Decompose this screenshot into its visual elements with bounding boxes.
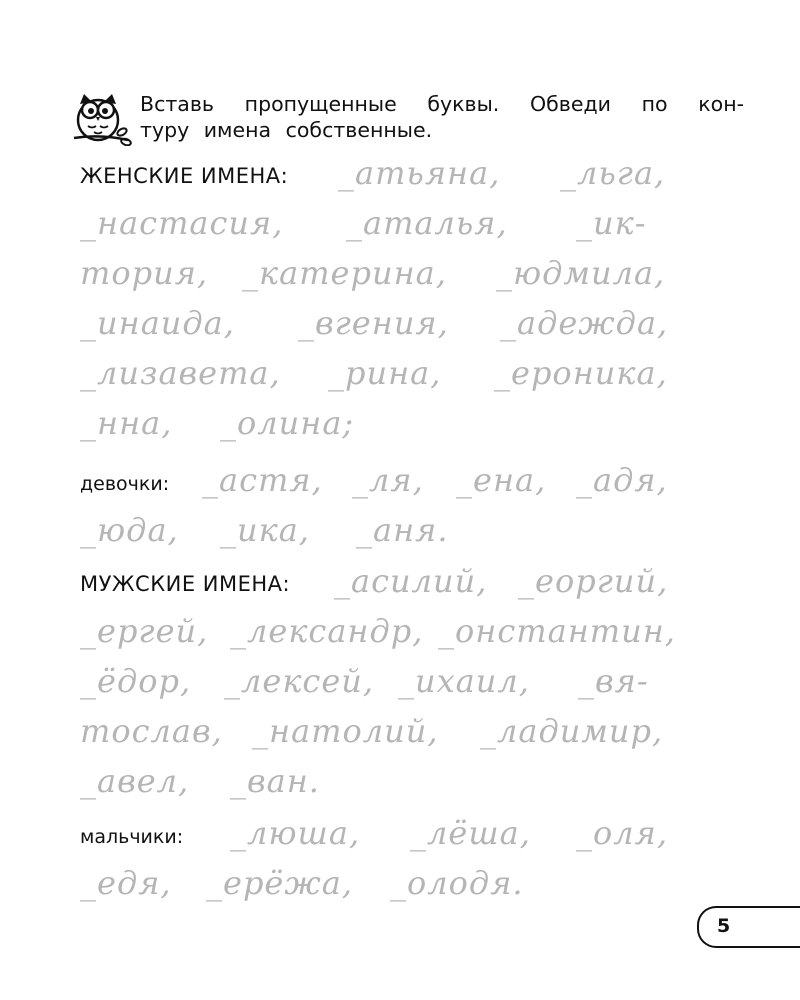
page-number-tab [697, 906, 800, 948]
girls-line-2 [80, 507, 675, 549]
trace-word: _ихаил, [398, 662, 530, 700]
owl-icon [70, 88, 132, 146]
trace-word: _ика, [220, 511, 310, 549]
trace-word: _вя- [578, 662, 649, 700]
page-number: 5 [717, 915, 731, 937]
trace-word: _лёша, [410, 814, 531, 852]
boys-line-2 [80, 860, 675, 902]
male-names-label: МУЖСКИЕ ИМЕНА: [80, 572, 291, 596]
trace-word: тослав, [80, 712, 223, 750]
trace-word: _ергей, [80, 612, 209, 650]
trace-word: _льга, [560, 154, 666, 192]
trace-word: _инаида, [80, 304, 235, 342]
trace-word: _астя, [202, 461, 323, 499]
trace-word: _олодя. [390, 864, 524, 902]
trace-word: _лексей, [224, 662, 375, 700]
trace-word: _рина, [328, 354, 442, 392]
trace-word: _едя, [80, 864, 172, 902]
trace-word: _оля, [576, 814, 668, 852]
trace-word: _лизавета, [80, 354, 281, 392]
trace-word: _адежда, [500, 304, 669, 342]
female-line-3 [80, 250, 675, 292]
trace-word: _катерина, [242, 254, 447, 292]
trace-word: _аня. [356, 511, 449, 549]
trace-word: _люша, [230, 814, 361, 852]
trace-word: _ван. [230, 762, 320, 800]
trace-word: _вгения, [298, 304, 449, 342]
boys-line-1 [80, 810, 675, 852]
male-line-4 [80, 708, 675, 750]
trace-word: _настасия, [80, 204, 284, 242]
task-instruction [70, 86, 744, 156]
trace-word: _аталья, [346, 204, 508, 242]
trace-word: _еоргий, [518, 562, 669, 600]
trace-word: _авел, [80, 762, 190, 800]
trace-word: _олина; [220, 404, 355, 442]
male-line-5 [80, 758, 675, 800]
trace-word: _ик- [576, 204, 647, 242]
female-line-4 [80, 300, 675, 342]
female-line-5 [80, 350, 675, 392]
trace-word: _ена, [456, 461, 547, 499]
instruction-line-2: туру имена собственные. [140, 118, 433, 142]
trace-word: _ерёжа, [206, 864, 353, 902]
male-line-3 [80, 658, 675, 700]
trace-word: _ладимир, [480, 712, 664, 750]
trace-word: _асилий, [334, 562, 488, 600]
girls-line-1 [80, 457, 675, 499]
trace-word: _атьяна, [338, 154, 501, 192]
female-line-6 [80, 400, 675, 442]
male-line-1 [80, 558, 675, 600]
trace-word: _ероника, [494, 354, 668, 392]
girls-label: девочки: [80, 473, 170, 495]
trace-word: _онстантин, [438, 612, 676, 650]
female-line-2 [80, 200, 675, 242]
instruction-line-1: Вставь пропущенные буквы. Обведи по кон- [140, 92, 744, 116]
trace-word: _натолий, [252, 712, 439, 750]
trace-word: _юда, [80, 511, 179, 549]
trace-word: _лександр, [230, 612, 424, 650]
trace-word: _ля, [352, 461, 424, 499]
female-names-label: ЖЕНСКИЕ ИМЕНА: [80, 164, 289, 188]
trace-word: _ёдор, [80, 662, 192, 700]
boys-label: мальчики: [80, 826, 184, 848]
trace-word: тория, [80, 254, 209, 292]
male-line-2 [80, 608, 675, 650]
trace-word: _адя, [576, 461, 668, 499]
trace-word: _юдмила, [496, 254, 666, 292]
female-line-1 [80, 150, 675, 192]
trace-word: _нна, [80, 404, 173, 442]
